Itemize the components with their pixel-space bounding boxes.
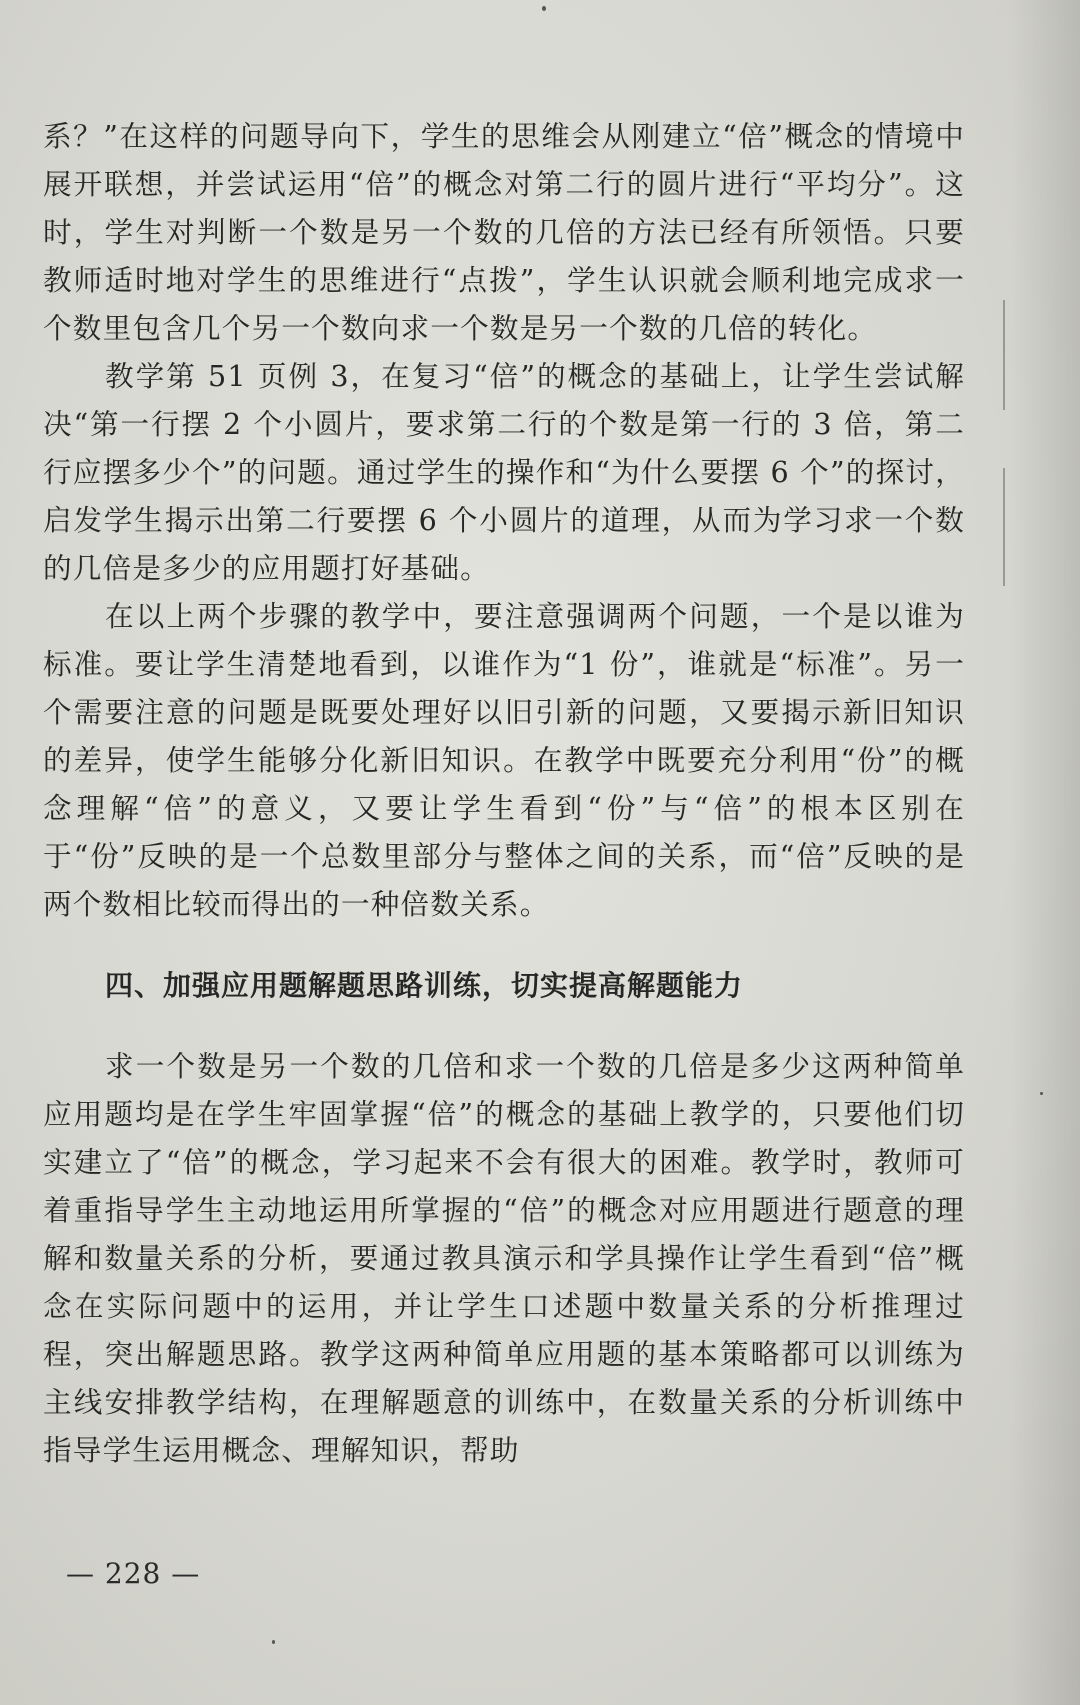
section-heading: 四、加强应用题解题思路训练，切实提高解题能力 (105, 969, 744, 1002)
scan-speck (1040, 1092, 1043, 1095)
scan-edge-mark (1003, 300, 1005, 410)
paragraph-1: 系？”在这样的问题导向下，学生的思维会从刚建立“倍”概念的情境中展开联想，并尝试运用“倍”的概念对第二行的圆片进行“平均分”。这时，学生对判断一个数是另一个数的几倍的方法已经有所领悟。只要教师适时地对学生的思维进行“点拨”，学生认识就会顺利地完成求一个数里包含几个另一个数向求一个数是另一个数的几倍的转化。 (43, 119, 965, 345)
page-number: — 228 — (66, 1557, 201, 1590)
scan-edge-mark (1003, 468, 1005, 586)
scan-speck (542, 6, 546, 11)
paragraph-4: 求一个数是另一个数的几倍和求一个数的几倍是多少这两种简单应用题均是在学生牢固掌握“倍”的概念的基础上教学的，只要他们切实建立了“倍”的概念，学习起来不会有很大的困难。教学时，教师可着重指导学生主动地运用所掌握的“倍”的概念对应用题进行题意的理解和数量关系的分析，要通过教具演示和学具操作让学生看到“倍”概念在实际问题中的运用，并让学生口述题中数量关系的分析推理过程，突出解题思路。教学这两种简单应用题的基本策略都可以训练为主线安排教学结构，在理解题意的训练中，在数量关系的分析训练中指导学生运用概念、理解知识，帮助 (43, 1049, 965, 1467)
body-text (43, 112, 965, 1474)
paragraph-2: 教学第 51 页例 3，在复习“倍”的概念的基础上，让学生尝试解决“第一行摆 2 个小圆片，要求第二行的个数是第一行的 3 倍，第二行应摆多少个”的问题。通过学生的操作和“为什么要摆 6 个”的探讨，启发学生揭示出第二行要摆 6 个小圆片的道理，从而为学习求一个数的几倍是多少的应用题打好基础。 (43, 359, 965, 585)
paragraph-3: 在以上两个步骤的教学中，要注意强调两个问题，一个是以谁为标准。要让学生清楚地看到，以谁作为“1 份”，谁就是“标准”。另一个需要注意的问题是既要处理好以旧引新的问题，又要揭示新旧知识的差异，使学生能够分化新旧知识。在教学中既要充分利用“份”的概念理解“倍”的意义，又要让学生看到“份”与“倍”的根本区别在于“份”反映的是一个总数里部分与整体之间的关系，而“倍”反映的是两个数相比较而得出的一种倍数关系。 (43, 599, 965, 921)
scan-speck (272, 1640, 275, 1644)
